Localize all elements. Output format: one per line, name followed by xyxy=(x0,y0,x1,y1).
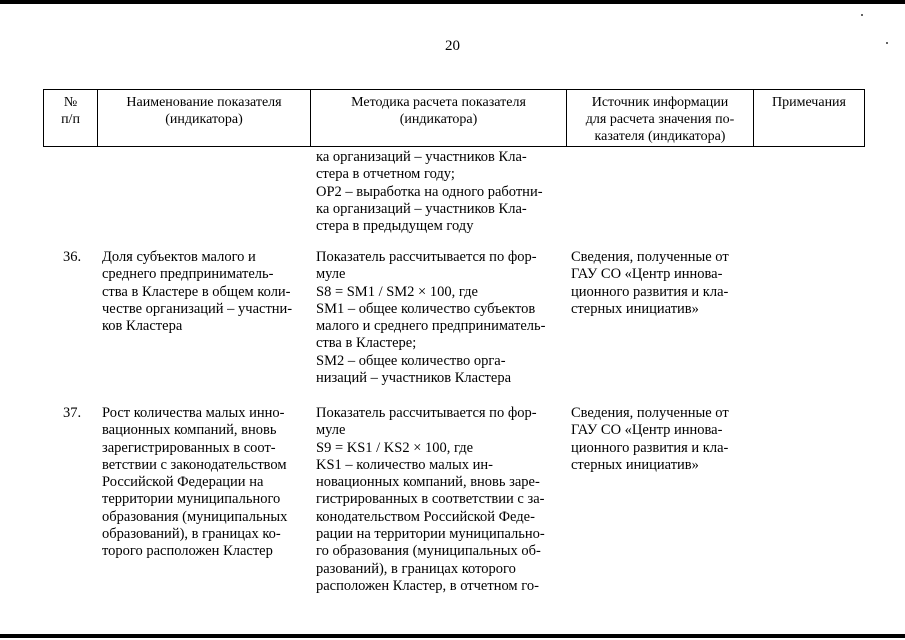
text-line: конодательством Российской Феде- xyxy=(316,508,535,525)
header-text: казателя (индикатора) xyxy=(594,129,726,144)
text-line: гистрированных в соответствии с за- xyxy=(316,491,545,508)
table-header xyxy=(43,89,865,147)
text-line: зарегистрированных в соот- xyxy=(102,439,276,456)
text-line: расположен Кластер, в отчетном го- xyxy=(316,577,539,594)
row-36-source xyxy=(571,249,729,318)
text-line: го образования (муниципальных об- xyxy=(316,543,541,560)
header-text: № xyxy=(63,95,78,110)
text-line: ветствии с законодательством xyxy=(102,456,287,473)
text-line: ционного развития и кла- xyxy=(571,283,729,300)
header-text: Наименование показателя xyxy=(126,95,282,110)
header-text: Источник информации xyxy=(591,95,729,110)
bottom-border-rule xyxy=(0,634,905,638)
text-line: низаций – участников Кластера xyxy=(316,370,511,387)
text-line: ка организаций – участников Кла- xyxy=(316,200,527,217)
text-line: стера в отчетном году; xyxy=(316,166,455,183)
text-line: Доля субъектов малого и xyxy=(102,249,256,265)
header-source xyxy=(566,90,753,146)
header-text: Методика расчета показателя xyxy=(351,95,526,110)
text-line: Сведения, полученные от xyxy=(571,249,729,265)
header-text: Примечания xyxy=(771,95,846,110)
text-line: муле xyxy=(316,422,346,439)
text-line: разований), в границах которого xyxy=(316,560,516,577)
text-line: Показатель рассчитывается по фор- xyxy=(316,405,537,421)
text-line: стера в предыдущем году xyxy=(316,218,474,235)
row-37-source xyxy=(571,405,729,474)
top-border-rule xyxy=(0,0,905,4)
text-line: Показатель рассчитывается по фор- xyxy=(316,249,537,265)
header-text: п/п xyxy=(61,112,80,127)
header-text: для расчета значения по- xyxy=(585,112,735,127)
text-line: среднего предприниматель- xyxy=(102,266,274,283)
text-line: S8 = SM1 / SM2 × 100, где xyxy=(316,283,478,300)
text-line: ков Кластера xyxy=(102,318,183,335)
header-text: (индикатора) xyxy=(399,112,478,127)
row-36-name xyxy=(102,249,292,335)
row-36-num: 36. xyxy=(63,249,82,265)
text-line: торого расположен Кластер xyxy=(102,543,273,560)
text-line: Российской Федерации на xyxy=(102,474,264,491)
text-line: SM2 – общее количество орга- xyxy=(316,352,506,369)
header-method xyxy=(310,90,566,146)
text-line: новационных компаний, вновь заре- xyxy=(316,474,540,491)
text-line: S9 = KS1 / KS2 × 100, где xyxy=(316,439,474,456)
text-line: рации на территории муниципально- xyxy=(316,526,545,543)
text-line: ГАУ СО «Центр иннова- xyxy=(571,266,723,283)
text-line: ства в Кластере; xyxy=(316,335,417,352)
header-text: (индикатора) xyxy=(165,112,243,127)
text-line: KS1 – количество малых ин- xyxy=(316,456,493,473)
text-line: SM1 – общее количество субъектов xyxy=(316,300,536,317)
text-line: малого и среднего предприниматель- xyxy=(316,318,546,335)
text-line: Рост количества малых инно- xyxy=(102,405,285,421)
text-line: Сведения, полученные от xyxy=(571,405,729,421)
scan-speck xyxy=(861,14,863,16)
text-line: ства в Кластере в общем коли- xyxy=(102,283,291,300)
text-line: стерных инициатив» xyxy=(571,456,699,473)
text-line: территории муниципального xyxy=(102,491,281,508)
text-line: OP2 – выработка на одного работни- xyxy=(316,183,543,200)
row-37-num: 37. xyxy=(63,405,82,421)
text-line: ционного развития и кла- xyxy=(571,439,729,456)
header-notes xyxy=(753,90,864,146)
header-name xyxy=(97,90,310,146)
text-line: честве организаций – участни- xyxy=(102,300,293,317)
row-36-method xyxy=(316,249,545,387)
text-line: ГАУ СО «Центр иннова- xyxy=(571,422,723,439)
text-line: ка организаций – участников Кла- xyxy=(316,149,527,165)
page-number: 20 xyxy=(445,38,460,54)
text-line: стерных инициатив» xyxy=(571,300,699,317)
text-line: муле xyxy=(316,266,346,283)
text-line: образования (муниципальных xyxy=(102,508,288,525)
continuation-method xyxy=(316,149,543,235)
text-line: образований), в границах ко- xyxy=(102,526,281,543)
row-37-method xyxy=(316,405,545,595)
header-num xyxy=(44,90,97,146)
row-37-name xyxy=(102,405,287,561)
text-line: вационных компаний, вновь xyxy=(102,422,277,439)
